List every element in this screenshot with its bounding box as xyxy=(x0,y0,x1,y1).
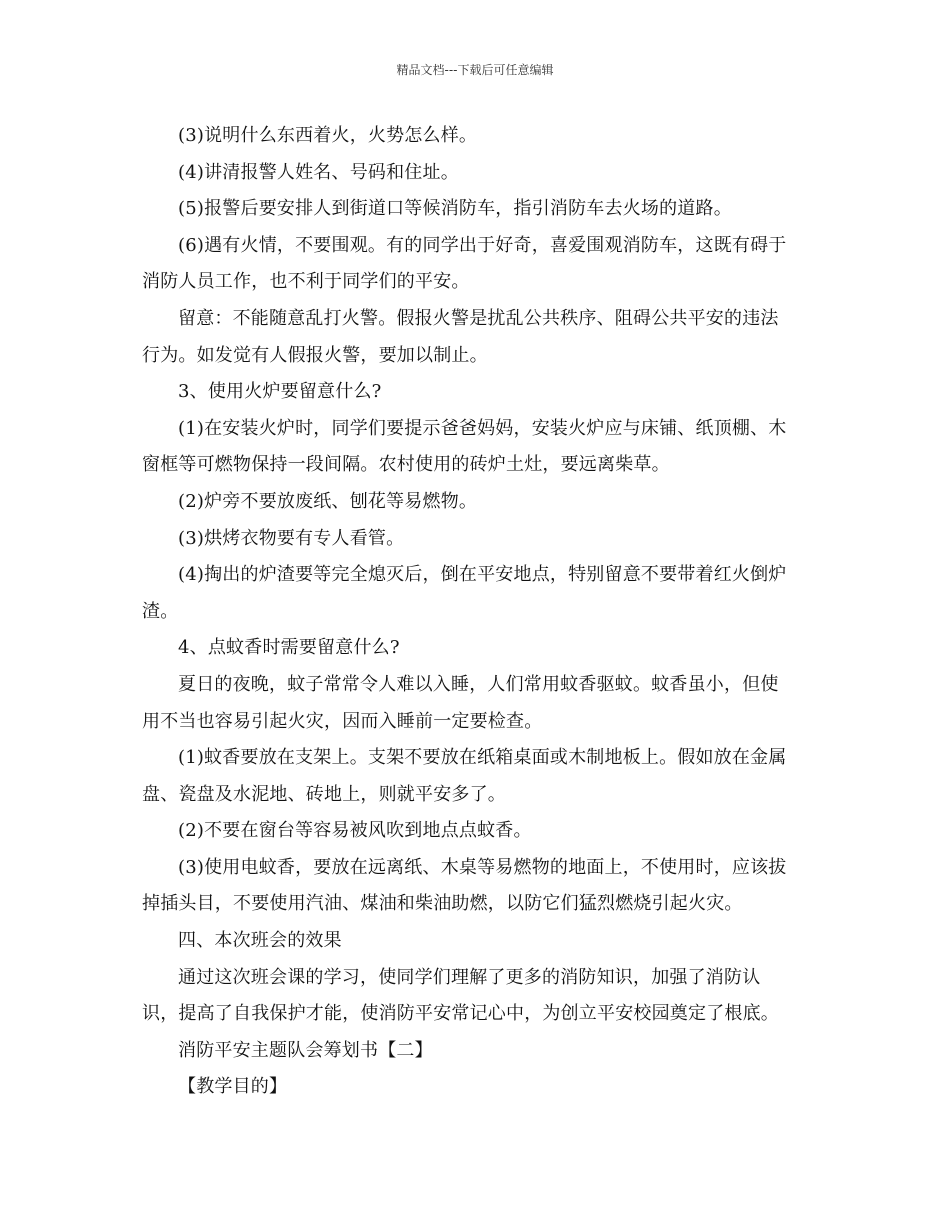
paragraph-line: (2)不要在窗台等容易被风吹到地点点蚊香。 xyxy=(178,820,532,842)
paragraph-line: 渣。 xyxy=(142,600,179,622)
paragraph-line: 盘、瓷盘及水泥地、砖地上，则就平安多了。 xyxy=(142,783,506,805)
paragraph-line: (3)说明什么东西着火，火势怎么样。 xyxy=(178,125,478,146)
paragraph-line: 识，提高了自我保护才能，使消防平安常记心中，为创立平安校园奠定了根底。 xyxy=(142,1003,779,1025)
paragraph-line: 通过这次班会课的学习，使同学们理解了更多的消防知识，加强了消防认 xyxy=(178,966,761,988)
paragraph-line: (2)炉旁不要放废纸、刨花等易燃物。 xyxy=(178,490,478,512)
paragraph-line: (5)报警后要安排人到街道口等候消防车，指引消防车去火场的道路。 xyxy=(178,198,732,220)
paragraph-line: 消防人员工作，也不利于同学们的平安。 xyxy=(142,271,470,293)
document-body xyxy=(142,118,810,1106)
section-heading: 3、使用火炉要留意什么? xyxy=(178,381,382,403)
paragraph-line: 夏日的夜晚，蚊子常常令人难以入睡，人们常用蚊香驱蚊。蚊香虽小，但使 xyxy=(178,673,779,695)
paragraph-line: (3)烘烤衣物要有专人看管。 xyxy=(178,527,405,549)
section-heading: 四、本次班会的效果 xyxy=(178,930,342,952)
section-heading: 【教学目的】 xyxy=(178,1076,288,1098)
paragraph-line: (3)使用电蚊香，要放在远离纸、木桌等易燃物的地面上，不使用时，应该拔 xyxy=(178,856,787,878)
paragraph-line: (6)遇有火情，不要围观。有的同学出于好奇，喜爱围观消防车，这既有碍于 xyxy=(178,234,787,256)
paragraph-line: 用不当也容易引起火灾，因而入睡前一定要检查。 xyxy=(142,710,543,732)
section-title: 消防平安主题队会筹划书【二】 xyxy=(178,1039,433,1061)
section-heading: 4、点蚊香时需要留意什么? xyxy=(178,637,400,659)
paragraph-line: (1)在安装火炉时，同学们要提示爸爸妈妈，安装火炉应与床铺、纸顶棚、木 xyxy=(178,417,787,439)
paragraph-line: 掉插头目，不要使用汽油、煤油和柴油助燃，以防它们猛烈燃烧引起火灾。 xyxy=(142,893,743,915)
paragraph-line: (4)讲清报警人姓名、号码和住址。 xyxy=(178,161,459,183)
paragraph-line: 留意：不能随意乱打火警。假报火警是扰乱公共秩序、阻碍公共平安的违法 xyxy=(178,307,779,329)
page-header: 精品文档---下载后可任意编辑 xyxy=(396,63,554,77)
paragraph-line: (1)蚊香要放在支架上。支架不要放在纸箱桌面或木制地板上。假如放在金属 xyxy=(178,747,787,769)
paragraph-line: 窗框等可燃物保持一段间隔。农村使用的砖炉土灶，要远离柴草。 xyxy=(142,454,670,476)
paragraph-line: (4)掏出的炉渣要等完全熄灭后，倒在平安地点，特别留意不要带着红火倒炉 xyxy=(178,564,787,586)
paragraph-line: 行为。如发觉有人假报火警，要加以制止。 xyxy=(142,344,488,366)
